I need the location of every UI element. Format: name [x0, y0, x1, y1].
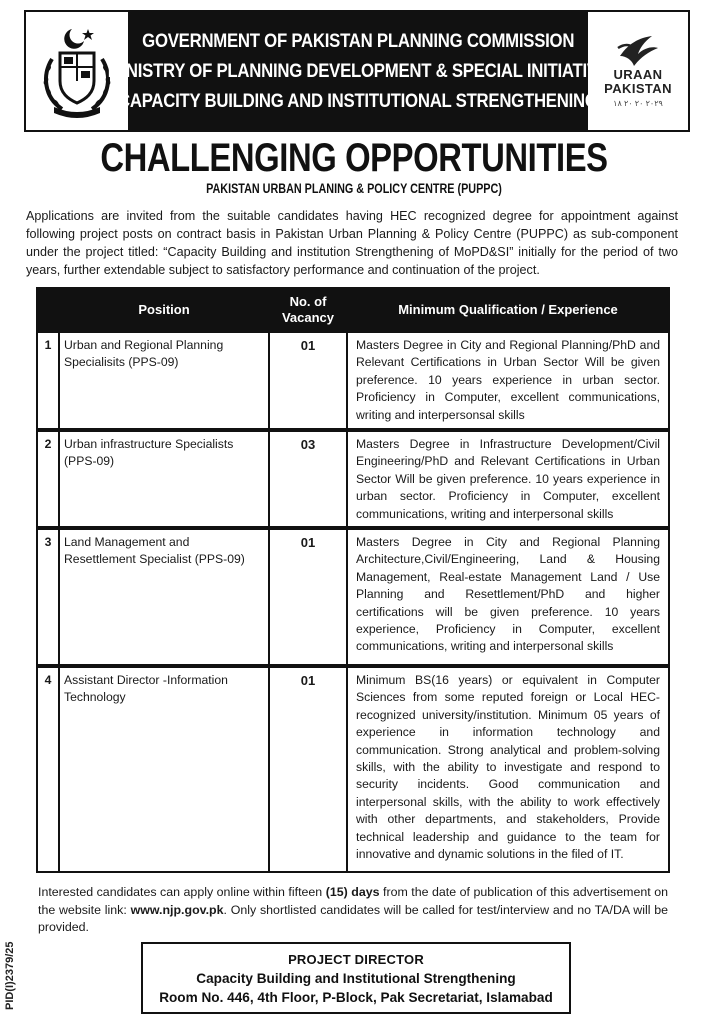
- header-line-government: GOVERNMENT OF PAKISTAN PLANNING COMMISSION: [141, 30, 575, 52]
- apply-text-3: . Only shortlisted candidates will be called for test/interview and no TA/DA will be provided.: [38, 902, 669, 934]
- row-position: Assistant Director -Information Technology: [59, 666, 269, 872]
- table-row: [37, 528, 669, 666]
- table-header-row: [37, 288, 669, 332]
- header-vacancy-label: No. of Vacancy: [281, 294, 335, 325]
- uraan-bird-icon: [614, 34, 662, 68]
- row-number: 4: [37, 666, 59, 872]
- row-vacancy: 01: [269, 332, 347, 430]
- table-row: [37, 332, 669, 430]
- contact-line-2: Room No. 446, 4th Floor, P-Block, Pak Secretariat, Islamabad: [159, 989, 553, 1005]
- table-row: [37, 666, 669, 872]
- row-vacancy: 01: [269, 666, 347, 872]
- contact-line-1: Capacity Building and Institutional Strengthening: [196, 970, 516, 986]
- logo-text-pakistan: PAKISTAN: [604, 81, 672, 96]
- header-position: Position: [59, 288, 269, 332]
- apply-text-1: Interested candidates can apply online within fifteen: [38, 885, 326, 899]
- header-line-capacity: CAPACITY BUILDING AND INSTITUTIONAL STRENGTHENING: [118, 90, 598, 112]
- apply-website-link[interactable]: www.njp.gov.pk: [130, 902, 224, 917]
- row-number: 3: [37, 528, 59, 666]
- apply-days: (15) days: [325, 885, 380, 899]
- row-position: Urban and Regional Planning Specialisits (PPS-09): [59, 332, 269, 430]
- row-number: 1: [37, 332, 59, 430]
- page-title: CHALLENGING OPPORTUNITIES: [100, 136, 608, 180]
- header-line-ministry: MINISTRY OF PLANNING DEVELOPMENT & SPECIAL INITIATIVE: [107, 60, 609, 82]
- row-qualification: Masters Degree in City and Regional Planning/PhD and Relevant Certifications in Urban Sector Will be given preference. 10 years experience in urban sector. Proficiency in Computer, excellent communications, writing and interpersonsal skills: [347, 332, 669, 430]
- row-qualification: Masters Degree in City and Regional Planning Architecture,Civil/Engineering, Land & Housing Management, Real-estate Management Land / Use Planning and Resettlement/PhD and higher certifications will be given preference. 10 years experience, Proficiency in Computer, excellent communications, writing and interpersonal skills: [347, 528, 669, 666]
- header-qualification: Minimum Qualification / Experience: [347, 288, 669, 332]
- page-subtitle: PAKISTAN URBAN PLANING & POLICY CENTRE (PUPPC): [206, 181, 502, 196]
- row-vacancy: 03: [269, 430, 347, 528]
- row-number: 2: [37, 430, 59, 528]
- apply-text-2: from the date of publication of this advertisement on the website link:: [38, 885, 668, 917]
- contact-title: PROJECT DIRECTOR: [288, 951, 424, 967]
- row-position: Land Management and Resettlement Specialist (PPS-09): [59, 528, 269, 666]
- pakistan-state-emblem-icon: [36, 23, 118, 119]
- apply-paragraph: [38, 884, 668, 937]
- table-row: [37, 430, 669, 528]
- intro-paragraph: Applications are invited from the suitable candidates having HEC recognized degree for appointment against following project posts on contract basis in Pakistan Urban Planning & Policy Centre (PUPPC) as sub-component under the project titled: “Capacity Building and institution Strengthening of MoPD&SI” initially for the period of two years, further extendable subject to satisfactory performance and continuation of the project.: [26, 209, 678, 277]
- contact-box: [141, 942, 571, 1014]
- pid-reference: PID(I)2379/25: [4, 941, 16, 1010]
- header-number: [37, 288, 59, 332]
- logo-text-uraan: URAAN: [613, 67, 663, 82]
- header-vacancy: [269, 288, 347, 332]
- header-title-block: [107, 12, 609, 130]
- row-vacancy: 01: [269, 528, 347, 666]
- positions-table: [36, 287, 670, 873]
- row-qualification: Masters Degree in Infrastructure Development/Civil Engineering/PhD and Relevant Certifications in Urban Sector Will be given preference. 10 years experience in urban sector. Proficiency in Computer, excellent communications, writing and interpersonal skills: [347, 430, 669, 528]
- row-position: Urban infrastructure Specialists (PPS-09): [59, 430, 269, 528]
- logo-subtext: ۱۸ ۲۰ ۲۰ ۲۰۲۹: [613, 99, 663, 108]
- row-qualification: Minimum BS(16 years) or equivalent in Computer Sciences from some reputed foreign or Local HEC-recognized university/institution. Minimum 05 years of experience in information technology and communication. Strong analytical and problem-solving skills, with the ability to investigate and respond to security incidents. Good communication and interpersonal skills, with the ability to work effectively with other departments, and stakeholders, Provide technical leadership and guidance to the team for innovative and dynamic solutions in the filed of IT.: [347, 666, 669, 872]
- header-banner: [24, 10, 690, 132]
